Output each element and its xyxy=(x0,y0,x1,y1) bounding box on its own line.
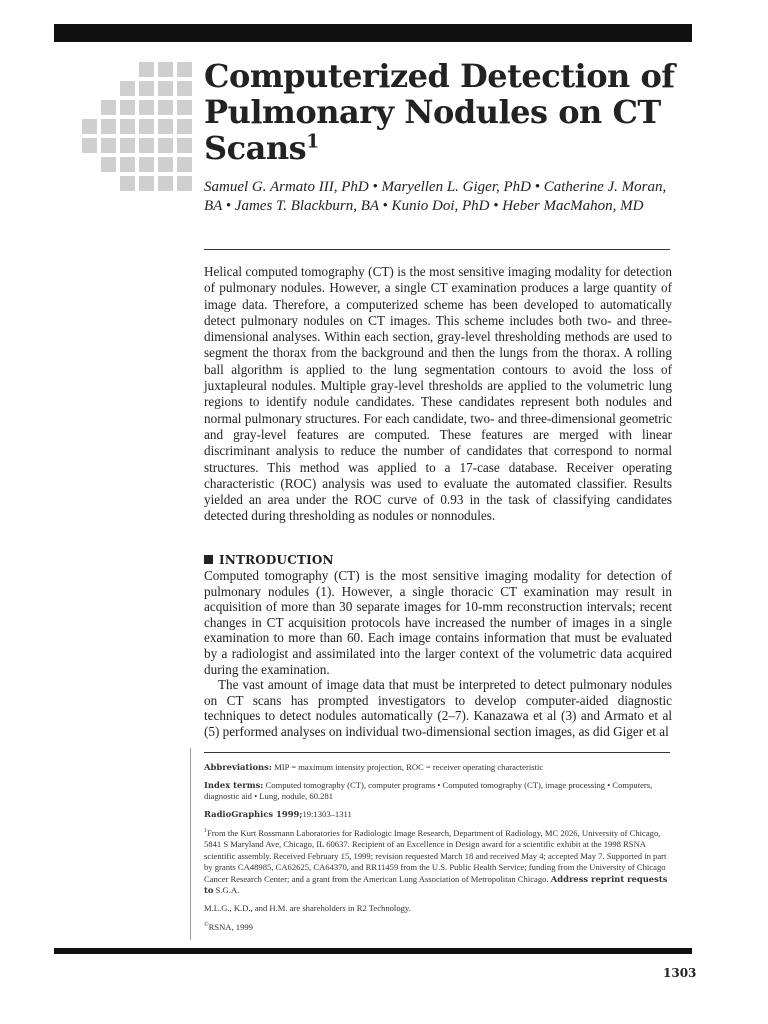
pattern-square xyxy=(120,81,135,96)
pattern-square xyxy=(82,119,97,134)
page-number: 1303 xyxy=(663,966,697,980)
copyright-text: RSNA, 1999 xyxy=(208,922,253,933)
introduction-body xyxy=(204,568,672,740)
affiliation-mark: 1 xyxy=(204,828,207,834)
index-terms-label: Index terms: xyxy=(204,779,264,790)
pattern-square xyxy=(158,62,173,77)
journal-citation xyxy=(204,809,672,821)
reprints-label: Address reprint requests to xyxy=(204,873,668,896)
section-marker-icon xyxy=(204,555,213,564)
copyright-mark: © xyxy=(204,922,209,929)
abstract: Helical computed tomography (CT) is the most sensitive imaging modality for detection of pulmonary nodules. However, a single CT examination produces a large quantity of image data. Therefore, a computerized scheme has been developed to automatically detect pulmonary nodules on CT images. This scheme includes both two- and three-dimensional analyses. Within each section, gray-level thresholding methods are used to segment the thorax from the background and then the lungs from the thorax. A rolling ball algorithm is applied to the lung segmentation contours to avoid the loss of juxtapleural nodules. Multiple gray-level thresholds are applied to the volumetric lung regions to identify nodule candidates. These candidates represent both nodules and normal pulmonary structures. For each candidate, two- and three-dimensional geometric and gray-level features are computed. These features are merged with linear discriminant analysis to reduce the number of candidates that correspond to normal structures. This method was applied to a 17-case database. Receiver operating characteristic (ROC) analysis was used to evaluate the automated classifier. Results yielded an area under the ROC curve of 0.93 in the task of classifying candidates detected during thresholding as nodules or nonnodules. xyxy=(204,264,672,524)
pattern-square xyxy=(158,138,173,153)
index-terms-text: Computed tomography (CT), computer programs • Computed tomography (CT), image processing • Computers, diagnostic aid • Lung, nodule, 60.281 xyxy=(204,779,653,801)
paragraph: Computed tomography (CT) is the most sensitive imaging modality for detection of pulmonary nodules (1). However, a single thoracic CT examination may result in acquisition of more than 30 separate images for 10-mm reconstruction intervals; recent changes in CT acquisition protocols have increased the number of images in a single examination to more than 60. Each image contains information that must be evaluated by a radiologist and assimilated into the larger context of the volumetric data acquired during the examination. xyxy=(204,568,672,677)
title-text: Computerized Detection of Pulmonary Nodules on CT Scans xyxy=(204,57,675,167)
pattern-square xyxy=(158,81,173,96)
pattern-square xyxy=(139,138,154,153)
pattern-square xyxy=(158,176,173,191)
pattern-square xyxy=(177,62,192,77)
abbreviations-label: Abbreviations: xyxy=(204,762,272,772)
section-heading-text: INTRODUCTION xyxy=(219,553,334,567)
disclosure-note: M.L.G., K.D., and H.M. are shareholders in R2 Technology. xyxy=(204,902,411,913)
footer-bar xyxy=(54,948,692,954)
pattern-square xyxy=(139,62,154,77)
pattern-square xyxy=(139,100,154,115)
copyright-note xyxy=(204,920,672,933)
pattern-square xyxy=(101,119,116,134)
article-title xyxy=(204,58,684,166)
pattern-square xyxy=(139,157,154,172)
pattern-square xyxy=(120,138,135,153)
header-bar xyxy=(54,24,692,42)
journal-ref: 19:1303–1311 xyxy=(302,808,352,819)
pattern-square xyxy=(82,138,97,153)
pattern-square xyxy=(101,138,116,153)
pattern-square xyxy=(177,138,192,153)
pattern-square xyxy=(120,119,135,134)
affiliation-note xyxy=(204,826,672,897)
abbreviations-note xyxy=(204,762,672,774)
author-list: Samuel G. Armato III, PhD • Maryellen L. Giger, PhD • Catherine J. Moran, BA • James T. Blackburn, BA • Kunio Doi, PhD • Heber MacMahon, MD xyxy=(204,179,667,214)
footnotes xyxy=(204,762,672,940)
pattern-square xyxy=(177,100,192,115)
pattern-square xyxy=(120,176,135,191)
pattern-square xyxy=(177,176,192,191)
reprints-text: S.G.A. xyxy=(215,885,240,896)
pattern-square xyxy=(120,157,135,172)
index-terms-note xyxy=(204,780,672,803)
pattern-square xyxy=(177,81,192,96)
affiliation-text: From the Kurt Rossmann Laboratories for Radiologic Image Research, Department of Radiology, MC 2026, University of Chicago, 5841 S Maryland Ave, Chicago, IL 60637. Recipient of an Excellence in Design award for a scientific exhibit at the 1998 RSNA scientific assembly. Received February 15, 1999; revision requested March 18 and received May 4; accepted May 7. Supported in part by grants CA48985, CA62625, CA64370, and RR11459 from the U.S. Public Health Service; funding from the University of Chicago Cancer Research Center; and a grant from the American Lung Association of Metropolitan Chicago. xyxy=(204,827,667,884)
pattern-square xyxy=(158,157,173,172)
footnote-side-rule xyxy=(190,748,191,940)
pattern-square xyxy=(158,100,173,115)
pattern-square xyxy=(139,176,154,191)
section-heading-introduction xyxy=(204,553,334,567)
title-divider xyxy=(204,249,670,250)
pattern-square xyxy=(120,100,135,115)
pattern-square xyxy=(177,157,192,172)
footnote-divider xyxy=(204,752,670,753)
title-footnote-mark: 1 xyxy=(306,130,319,153)
pattern-square xyxy=(101,100,116,115)
pattern-square xyxy=(158,119,173,134)
pattern-square xyxy=(139,119,154,134)
pattern-square xyxy=(139,81,154,96)
journal-label: RadioGraphics 1999; xyxy=(204,808,303,819)
paragraph: The vast amount of image data that must be interpreted to detect pulmonary nodules on CT scans has prompted investigators to develop computer-aided diagnostic techniques to detect nodules automatically (2–7). Kanazawa et al (3) and Armato et al (5) performed analyses on individual two-dimensional section images, as did Giger et al xyxy=(204,677,672,739)
pattern-square xyxy=(177,119,192,134)
pattern-square xyxy=(101,157,116,172)
abbreviations-text: MIP = maximum intensity projection, ROC = receiver operating characteristic xyxy=(274,762,544,772)
